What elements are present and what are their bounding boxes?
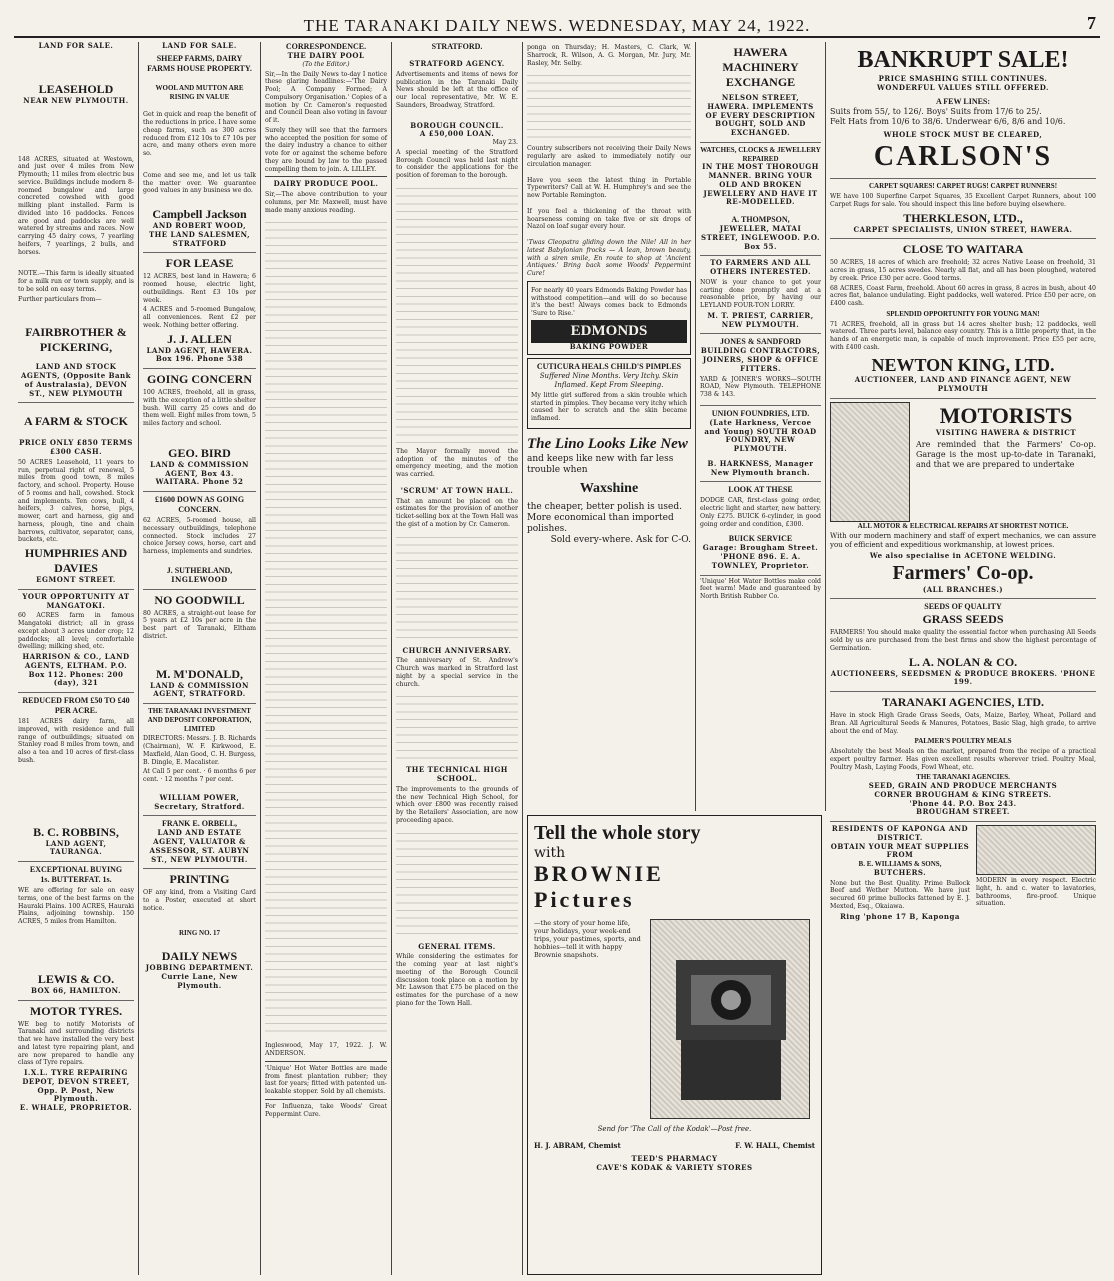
ad-heading: FOR LEASE xyxy=(165,256,234,271)
ad-text: 181 ACRES dairy farm, all improved, with residence and full range of outbuildings; situated on Stanley road 8 miles from town, and also a tea and 10 acres of first-class bush. xyxy=(18,718,134,764)
firm-address: LAND AGENT, HAWERA. Box 196. Phone 538 xyxy=(146,345,253,364)
investment-ad xyxy=(143,704,256,816)
firm-address: LAND & COMMISSION AGENT, Box 43. WAITARA. Phone 52 xyxy=(150,459,249,487)
reduced-ad xyxy=(18,693,134,862)
seeds-ad xyxy=(830,599,1096,692)
phone: Ring 'phone 17 B, Kaponga xyxy=(840,911,960,921)
brownie-ad xyxy=(527,815,822,1275)
ad-subheading: VISITING HAWERA & DISTRICT xyxy=(935,428,1077,437)
ad-text: WE have 100 Superfine Carpet Squares, 35 Excellent Carpet Runners, about 100 Carpet Rugs for sale. You should inspect this line before buying elsewhere. xyxy=(830,193,1096,208)
ad-text: the cheaper, better polish is used. More economical than imported polishes. xyxy=(527,501,682,534)
firm-address: CARPET SPECIALISTS, UNION STREET, HAWERA. xyxy=(853,224,1073,234)
poem: 'Twas Cleopatra gliding down the Nile! All in her latest Babylonian frocks — A lean, brown beauty, with a siren smile, En route to shop at 'Ancient Antiques.' Bring back some Woods' Peppermint Cure! xyxy=(527,239,691,277)
firm-name: M. M'DONALD, xyxy=(156,666,243,681)
exceptional-ad xyxy=(18,862,134,1001)
firm-address: JOBBING DEPARTMENT. Currie Lane, New Plymouth. xyxy=(145,963,254,990)
article-title: DAIRY PRODUCE POOL. xyxy=(273,179,379,189)
goodwill-ad xyxy=(143,590,256,705)
ad-text: DIRECTORS: Messrs. J. B. Richards (Chairman), W. F. Kirkwood, E. Maxfield, Alan Good, C. H. Burgess, B. Dingle, E. Macalister. xyxy=(143,735,256,766)
kaponga-ad xyxy=(830,822,1096,925)
firm-address: Garage: Brougham Street. 'PHONE 896. E. A. TOWNLEY, Proprietor. xyxy=(702,543,819,570)
firm-name: THERKLESON, LTD., xyxy=(903,210,1023,225)
ad-text: Have in stock High Grade Grass Seeds, Oats, Maize, Barley, Wheat, Pollard and Bran. All Agricultural Seeds & Manures, Potatoes, Basic Slag, high grade, to arrive about the end of May. xyxy=(830,712,1096,735)
ad-subheading: A FEW LINES: xyxy=(935,96,991,106)
firm-name: J. SUTHERLAND, xyxy=(166,565,233,575)
editor-note: (To the Editor.) xyxy=(302,60,350,68)
article-text: Sir,—In the Daily News to-day I notice these glaring headlines:—'The Dairy Pool; A Company Formed; A Compulsory Organisation.' Copies of a motion by Cr. Cameron's requested and Council Dean also voting in favour of it. xyxy=(265,70,387,124)
article-text: A special meeting of the Stratford Borough Council was held last night to consider the applications for the position of foreman to the borough. xyxy=(396,148,518,179)
firm-name: CARLSON'S xyxy=(873,141,1053,173)
ad-subheading: Suffered Nine Months. Very Itchy. Skin Inflamed. Kept From Sleeping. xyxy=(539,372,679,389)
ad-text: DODGE CAR, first-class going order, electric light and starter, new battery. Only £275. BUICK 6-cylinder, in good going order and condition, £300. xyxy=(700,497,821,528)
ad-text: Send for 'The Call of the Kodak'—Post free. xyxy=(597,1125,752,1133)
article-text: Have you seen the latest thing in Portable Typewriters? Call at W. H. Humphrey's and see the new Portable Remington. xyxy=(527,176,691,199)
mangatoki-ad xyxy=(18,590,134,693)
firm-address: HARRISON & CO., LAND AGENTS, ELTHAM. P.O. Box 112. Phones: 200 (day), 321 xyxy=(22,652,130,688)
ad-text: WE beg to notify Motorists of Taranaki and surrounding districts that we have installed the very best and latest tyre repairing plant, and are now prepared to handle any class of Tyre repairs. xyxy=(18,1020,134,1067)
article-title: CHURCH ANNIVERSARY. xyxy=(402,645,512,655)
agent-name: TEED'S PHARMACY xyxy=(631,1154,718,1163)
firm-name: J. J. ALLEN xyxy=(167,331,232,346)
ad-heading: TARANAKI AGENCIES, LTD. xyxy=(881,695,1045,709)
firm-address: AUCTIONEER, LAND AND FINANCE AGENT, NEW PLYMOUTH xyxy=(854,375,1072,393)
article-text: That an amount be placed on the estimates for the provision of another ticket-selling box at the Town Hall was the gist of a motion by Cr. Cameron. xyxy=(396,497,518,528)
article-signature: Ingleswood, May 17, 1922. J. W. ANDERSON. xyxy=(265,1042,387,1057)
firm-address: LAND AND STOCK AGENTS, (Opposite Bank of Australasia), DEVON ST., NEW PLYMOUTH xyxy=(20,362,131,398)
ad-heading: GRASS SEEDS xyxy=(922,612,1004,627)
article-body-filler xyxy=(396,184,518,444)
ad-subheading: and keeps like new with far less trouble when xyxy=(527,453,674,475)
ad-subheading: WHOLE STOCK MUST BE CLEARED, xyxy=(883,129,1043,139)
ad-heading: Tell the whole story xyxy=(534,822,701,844)
firm-address: (ALL BRANCHES.) xyxy=(922,584,1004,594)
article-text: Surely they will see that the farmers who accepted the position for some of the dairy industry a chance to either vote for or against the scheme before they are bound by law to the passed compelling them to join. A. LILLEY. xyxy=(265,126,387,173)
ad-subheading: BUTCHERS. xyxy=(873,867,927,877)
ad-price: PRICE ONLY £850 TERMS £300 CASH. xyxy=(19,438,133,456)
article-text: The improvements to the grounds of the new Technical High School, for which over £800 was recently raised by the Retailers' Association, are now proceeding apace. xyxy=(396,785,518,824)
taranaki-agencies-ad xyxy=(830,692,1096,822)
ad-heading: with xyxy=(534,845,566,861)
section-label: LAND FOR SALE. xyxy=(162,42,237,50)
article-title: GENERAL ITEMS. xyxy=(418,941,496,951)
article-text: ponga on Thursday; H. Masters, C. Clark, W. Sharrock, R. Wilson, A. G. Morgan, Mr. Jury, Mr. Rasley, Mr. Selby. xyxy=(527,44,691,67)
ad-heading: BROWNIE xyxy=(534,861,664,886)
printing-ad xyxy=(143,869,256,994)
article-body-filler xyxy=(396,692,518,762)
ad-text: 80 ACRES, a straight-out lease for 5 years at £2 10s per acre in the best part of Taranaki, Eltham district. xyxy=(143,609,256,640)
column-7 xyxy=(826,42,1100,1275)
ad-text: NOW is your chance to get your carting done promptly and at a reasonable price, by having our LEYLAND FOUR-TON LORRY. xyxy=(700,278,821,309)
watches-ad xyxy=(700,143,821,257)
masthead-title: THE TARANAKI DAILY NEWS. WEDNESDAY, MAY 24, 1922. xyxy=(303,16,811,35)
firm-address: BROUGHAM STREET. xyxy=(916,807,1010,817)
ad-subheading: SPLENDID OPPORTUNITY FOR YOUNG MAN! xyxy=(886,309,1040,318)
ad-subheading: 1s. BUTTERFAT. 1s. xyxy=(40,875,112,884)
ad-text: 71 ACRES, freehold, all in grass but 14 acres shelter bush; 12 paddocks, well watered. Three parts level, balance easy country. This is a little property that, in the hands of an energetic man, is capable of much improvement. Price £55 per acre, with £400 cash. xyxy=(830,320,1096,351)
ad-heading: WATCHES, CLOCKS & JEWELLERY REPAIRED xyxy=(700,145,821,163)
bankrupt-sale-ad xyxy=(830,42,1096,179)
ad-text: 68 ACRES, Coast Farm, freehold. About 60 acres in grass, 8 acres in bush, about 40 acres flat, balance undulating. Eight paddocks, well watered. Price £50 per acre, on £400 cash. xyxy=(830,284,1096,307)
section-subheading: STRATFORD AGENCY. xyxy=(409,59,505,68)
firm-name: B. E. WILLIAMS & SONS, xyxy=(858,860,942,868)
ad-text: NOTE.—This farm is ideally situated for a milk run or town supply, and is to be sold on easy terms. xyxy=(18,270,134,293)
ad-text: For nearly 40 years Edmonds Baking Powder has withstood competition—and will do so because it's the best! Always comes back to Edmonds 'Sure to Rise.' xyxy=(531,286,687,317)
promo-text: 'Unique' Hot Water Bottles are made from finest plantation rubber; they last for years; fitted with patented un-leakable stopper. Sold by all chemists. xyxy=(265,1064,387,1095)
ad-subheading: WOOL AND MUTTON ARE RISING IN VALUE xyxy=(155,83,244,101)
lease-ad xyxy=(143,253,256,369)
secretary: WILLIAM POWER, Secretary, Stratford. xyxy=(154,792,245,811)
firm-address: I.X.L. TYRE REPAIRING DEPOT, DEVON STREET, Opp. P. Post, New Plymouth. xyxy=(22,1068,130,1104)
article-text: If you feel a thickening of the throat with hoarseness coming on take five or six drops of Nazol on loaf sugar every hour. xyxy=(527,207,691,231)
ad-heading: CARPET SQUARES! CARPET RUGS! CARPET RUNNERS! xyxy=(868,182,1058,191)
firm-name: BUICK SERVICE xyxy=(728,534,793,544)
ad-text: 50 ACRES, 18 acres of which are freehold; 32 acres Native Lease on freehold, 31 acres in grass, 15 acres swedes. Nearly all flat, and all has been ploughed, watered by creek. Price £30 per acre. Good terms. xyxy=(830,259,1096,282)
ad-text: —the story of your home life, your holidays, your week-end trips, your pastimes, sports, and hobbies—tell it with happy Brownie snapshots. xyxy=(534,919,641,959)
ad-text: 60 ACRES farm in famous Mangatoki district; all in grass except about 3 acres under crop; 12 paddocks; all level; comfortable dwelling; milking shed, etc. xyxy=(18,612,134,651)
farm-stock-ad xyxy=(18,403,134,590)
article-date: May 23. xyxy=(492,139,518,146)
waitara-ad xyxy=(830,239,1096,398)
column-1 xyxy=(14,42,139,1275)
ad-text: 100 ACRES, freehold, all in grass, with the exception of a little shelter bush. Will carry 25 cows and do them well. Eight miles from town, 5 miles factory and school. xyxy=(143,389,256,427)
proprietor: E. WHALE, PROPRIETOR. xyxy=(19,1103,133,1112)
column-2 xyxy=(139,42,261,1275)
ad-subheading: ALL MOTOR & ELECTRICAL REPAIRS AT SHORTEST NOTICE. xyxy=(857,521,1069,530)
firm-name: FAIRBROTHER & PICKERING, xyxy=(25,325,127,355)
promo-text: For Influenza, take Woods' Great Peppermint Cure. xyxy=(265,1102,387,1118)
firm-address: JEWELLER, MATAI STREET, INGLEWOOD. P.O. Box 55. xyxy=(701,224,820,251)
firm-name: Farmers' Co-op. xyxy=(892,561,1034,584)
article-text: While considering the estimates for the coming year at last night's meeting of the Borough Council discussion took place on a motion by Mr. Lawson that £75 be placed on the estimates for the purchase of a new piano for the Town Hall. xyxy=(396,953,518,1007)
firm-address: EGMONT STREET. xyxy=(36,575,116,584)
ad-subheading: BUILDING CONTRACTORS, JOINERS, SHOP & OFFICE FITTERS. xyxy=(700,346,821,373)
edmonds-sub: BAKING POWDER xyxy=(569,341,649,351)
ad-text: Come and see me, and let us talk the matter over. We guarantee good values in any business we do. xyxy=(143,171,256,195)
firm-name: THE TARANAKI AGENCIES. xyxy=(916,773,1010,782)
ad-heading: GOING CONCERN xyxy=(146,372,252,386)
agent-name: CAVE'S KODAK & VARIETY STORES xyxy=(596,1163,753,1172)
ad-subheading: IN THE MOST THOROUGH MANNER. BRING YOUR OLD AND BROKEN JEWELLERY AND HAVE IT RE-MODELLED. xyxy=(702,162,819,207)
ring-number: RING NO. 17 xyxy=(178,928,221,937)
agent-name: F. W. HALL, Chemist xyxy=(735,1141,815,1150)
firm-address: CORNER BROUGHAM & KING STREETS. xyxy=(874,789,1052,799)
ad-text: My little girl suffered from a skin trouble which started in pimples. They became very itchy which caused her to scratch and the skin became inflamed. xyxy=(531,391,688,422)
ad-text: 12 ACRES, best land in Hawera; 6 roomed house, electric light, outbuildings. Rent £3 10s per week. xyxy=(143,273,256,304)
look-at-these-ad xyxy=(700,482,821,575)
article-title: 'SCRUM' AT TOWN HALL. xyxy=(400,485,514,495)
orbell-ad xyxy=(143,816,256,869)
firm-name: Campbell Jackson xyxy=(152,207,247,221)
leasehold-ad xyxy=(18,51,134,404)
motorist-illustration xyxy=(830,402,910,522)
column-4 xyxy=(392,42,523,1275)
ad-subheading: WONDERFUL VALUES STILL OFFERED. xyxy=(877,82,1049,92)
firm-address: M. T. PRIEST, CARRIER, NEW PLYMOUTH. xyxy=(707,310,814,329)
cuticura-ad xyxy=(527,358,691,429)
ad-heading: Pictures xyxy=(534,887,635,912)
article-body-filler xyxy=(265,218,387,1038)
ad-heading: YOUR OPPORTUNITY AT MANGATOKI. xyxy=(22,591,130,610)
section-label: LAND FOR SALE. xyxy=(38,42,114,50)
ad-text: OF any kind, from a Visiting Card to a Poster, executed at short notice. xyxy=(143,889,256,912)
ad-text: YARD & JOINER'S WORKS—SOUTH ROAD, New Plymouth. TELEPHONE 738 & 143. xyxy=(700,375,821,398)
firm-address: INGLEWOOD xyxy=(171,574,228,584)
ad-text: 4 ACRES and 5-roomed Bungalow, all conveniences. Rent £2 per week. Nothing better offering. xyxy=(143,306,256,329)
ad-subheading: OBTAIN YOUR MEAT SUPPLIES FROM xyxy=(830,841,970,860)
section-heading: CORRESPONDENCE. xyxy=(285,42,367,51)
ad-text: FARMERS! You should make quality the essential factor when purchasing All Seeds sold by us are purchased from the best firms and show the highest percentage of Germination. xyxy=(830,629,1096,652)
agent-name: H. J. ABRAM, Chemist xyxy=(534,1141,621,1150)
daily-news-name: DAILY NEWS xyxy=(161,949,238,964)
firm-address: 'Phone 44. P.O. Box 243. xyxy=(909,798,1017,808)
price-line: Suits from 55/, to 126/. Boys' Suits from 17/6 to 25/. xyxy=(830,106,1042,116)
ad-heading: THE TARANAKI INVESTMENT AND DEPOSIT CORPORATION, LIMITED xyxy=(147,707,252,733)
divider xyxy=(265,1099,387,1100)
firm-address: LAND AGENT, TAURANGA. xyxy=(45,838,107,857)
firm-name: FRANK E. ORBELL, xyxy=(161,819,238,829)
masthead xyxy=(14,12,1100,38)
edmonds-logo: EDMONDS xyxy=(531,320,687,343)
firm-address: AND ROBERT WOOD, THE LAND SALESMEN, STRATFORD xyxy=(148,221,251,248)
going-concern-ad xyxy=(143,369,256,492)
waxshine-logo: Waxshine xyxy=(579,481,639,496)
ad-subheading: PRICE SMASHING STILL CONTINUES. xyxy=(878,74,1048,83)
firm-address: LAND AND ESTATE AGENT, VALUATOR & ASSESSOR, ST. AUBYN ST., NEW PLYMOUTH. xyxy=(149,828,250,864)
article-title: BOROUGH COUNCIL. xyxy=(410,120,504,130)
ad-subheading: PALMER'S POULTRY MEALS xyxy=(914,737,1012,746)
ad-heading: £1600 DOWN AS GOING CONCERN. xyxy=(154,495,245,514)
ad-subheading: SEED, GRAIN AND PRODUCE MERCHANTS xyxy=(868,781,1058,790)
ad-heading: HAWERA MACHINERY EXCHANGE xyxy=(722,45,799,89)
column-6 xyxy=(696,42,826,811)
ad-text: WE are offering for sale on easy terms, one of the best farms on the Hauraki Plains. 100 ACRES, Hauraki Plains, adjoining township. 150 ACRES, 5 miles from Hamilton. xyxy=(18,887,134,925)
jones-sandford-ad xyxy=(700,334,821,406)
firm-name: LEWIS & CO. xyxy=(37,971,115,986)
ad-text: With our modern machinery and staff of expert mechanics, we can assure you of efficient and expeditious workmanship, at lowest prices. xyxy=(830,532,1096,549)
firm-name: GEO. BIRD xyxy=(168,445,231,460)
ad-text: 148 ACRES, situated at Westown, and just over 4 miles from New Plymouth; 11 miles from electric bus service. Buildings include modern 8-roomed bungalow and large concreted cowshed with good milking plant installed. Farm is divided into 16 paddocks. Fences are good and paddocks are well watered by streams and races. Now carrying 45 dairy cows, 7 yearling heifers, 7 yearlings, 2 bulls, and horses. xyxy=(18,155,134,256)
article-text: The Mayor formally moved the adoption of the minutes of the emergency meeting, and the motion was carried. xyxy=(396,447,518,478)
waxshine-ad xyxy=(527,432,691,551)
ad-text: Further particulars from— xyxy=(18,295,102,303)
manager: B. HARKNESS, Manager New Plymouth branch. xyxy=(707,458,814,477)
article-text: The anniversary of St. Andrew's Church was marked in Stratford last night by a special service in the church. xyxy=(396,657,518,688)
firm-name: B. C. ROBBINS, xyxy=(33,824,119,839)
ad-text: Are reminded that the Farmers' Co-op. Garage is the most up-to-date in Taranaki, and that we are prepared to undertake xyxy=(916,439,1096,469)
rates-table: At Call 5 per cent. · 6 months 6 per cent. · 12 months 7 per cent. xyxy=(143,768,256,783)
ad-subheading: NELSON STREET, HAWERA. IMPLEMENTS OF EVERY DESCRIPTION BOUGHT, SOLD AND EXCHANGED. xyxy=(705,93,816,137)
article-title: THE DAIRY POOL xyxy=(287,51,365,60)
ad-text: 50 ACRES Leasehold, 11 years to run, perpetual right of renewal, 5 miles from good town, 8 miles factory, and school. Property. House of 5 rooms and hall, cowshed. Stock and implements. Ten cows, bull, 4 heifers, 3 calves, horse, pigs, mower, cart and harness, gig and harness, plough, tine and chain harrows, cultivator, separator, cans, buckets, etc. xyxy=(18,458,134,544)
ad-subheading: (Late Harkness, Vercoe and Young) SOUTH ROAD FOUNDRY, NEW PLYMOUTH. xyxy=(704,417,817,453)
ad-heading: SEEDS OF QUALITY xyxy=(924,602,1002,612)
sheep-farms-ad xyxy=(143,51,256,254)
page-number: 7 xyxy=(1087,13,1096,33)
ad-heading: LOOK AT THESE xyxy=(728,485,793,495)
firm-name: UNION FOUNDRIES, LTD. xyxy=(711,408,810,418)
ad-text: None but the Best Quality. Prime Bullock Beef and Wether Mutton. We have just secured 60 prime bullocks fattened by E. J. Mexted, Esq., Okaiawa. xyxy=(830,879,970,910)
down-ad xyxy=(143,492,256,590)
firm-name: JONES & SANDFORD xyxy=(720,337,801,347)
ad-text: Sold every-where. Ask for C-O. xyxy=(550,535,691,546)
firm-name: HUMPHRIES AND DAVIES xyxy=(24,546,128,575)
ad-heading: NO GOODWILL xyxy=(154,592,245,607)
column-3 xyxy=(261,42,392,1275)
edmonds-ad xyxy=(527,281,691,356)
article-text: Country subscribers not receiving their Daily News regularly are asked to immediately notify our circulation manager. xyxy=(527,145,691,168)
ad-text: Get in quick and reap the benefit of the reductions in price. I have some cheap farms, such as 300 acres reduced from £12 10s to £7 10s per acre, and many others even more so. xyxy=(143,111,256,157)
column-5 xyxy=(523,42,696,811)
article-subtitle: A £50,000 LOAN. xyxy=(419,129,495,139)
article-text: Advertisements and items of news for publication in the Taranaki Daily News should be left at the office of our local representative, Mr. W. E. Saunders, Broadway, Stratford. xyxy=(396,70,518,109)
ad-heading: MOTORISTS xyxy=(939,402,1073,428)
divider xyxy=(265,1061,387,1062)
ad-heading: A FARM & STOCK xyxy=(24,414,128,429)
article-body-filler xyxy=(527,71,691,141)
hotel-illustration xyxy=(976,825,1096,875)
carrier-ad xyxy=(700,256,821,334)
divider xyxy=(265,176,387,177)
ad-heading: RESIDENTS OF KAPONGA AND DISTRICT. xyxy=(831,824,969,842)
ad-heading: REDUCED FROM £50 TO £40 PER ACRE. xyxy=(22,696,130,715)
hawera-machinery-ad xyxy=(700,42,821,143)
ad-heading: TO FARMERS AND ALL OTHERS INTERESTED. xyxy=(710,258,811,276)
ad-heading: SHEEP FARMS, DAIRY FARMS HOUSE PROPERTY. xyxy=(147,53,252,73)
ad-heading: CLOSE TO WAITARA xyxy=(902,242,1024,257)
promo-text: 'Unique' Hot Water Bottles make cold feet warm! Made and guaranteed by North British Rubber Co. xyxy=(700,577,821,600)
ad-text: MODERN in every respect. Electric light, h. and c. water to lavatories, bathrooms, fire-proof. Unique situation. xyxy=(976,877,1096,908)
ad-text: Absolutely the best Meals on the market, prepared from the recipe of a practical expert poultry farmer. Has given excellent results wherever tried. Poultry Meal, Poultry Mash, Laying Foods, Fowl Wheat, etc. xyxy=(830,748,1096,771)
motorists-ad xyxy=(830,399,1096,600)
article-text: Sir,—The above contribution to your columns, per Mr. Maxwell, must have made many anxious reading. xyxy=(265,191,387,214)
ad-subheading: We also specialise in ACETONE WELDING. xyxy=(869,550,1057,560)
firm-address: LAND & COMMISSION AGENT, STRATFORD. xyxy=(150,680,249,699)
article-body-filler xyxy=(396,533,518,643)
article-title: THE TECHNICAL HIGH SCHOOL. xyxy=(406,765,508,783)
union-foundries-ad xyxy=(700,406,821,483)
ad-subheading: NEAR NEW PLYMOUTH. xyxy=(23,95,129,105)
firm-address: BOX 66, HAMILTON. xyxy=(30,985,122,995)
section-heading: STRATFORD. xyxy=(431,42,483,51)
firm-name: NEWTON KING, LTD. xyxy=(871,354,1055,375)
ad-heading: The Lino Looks Like New xyxy=(527,435,688,452)
camera-illustration xyxy=(650,919,810,1119)
ad-heading: EXCEPTIONAL BUYING xyxy=(29,865,123,874)
ad-heading: PRINTING xyxy=(169,872,230,887)
camera-icon xyxy=(651,920,811,1120)
article-body-filler xyxy=(396,829,518,939)
carpet-ad xyxy=(830,179,1096,239)
firm-name: L. A. NOLAN & CO. xyxy=(908,654,1018,669)
firm-address: AUCTIONEERS, SEEDSMEN & PRODUCE BROKERS. 'PHONE 199. xyxy=(830,668,1096,687)
ad-heading: CUTICURA HEALS CHILD'S PIMPLES xyxy=(536,362,682,372)
ad-text: 62 ACRES, 5-roomed house, all necessary outbuildings, telephone connected. Stock includes 27 choice Jersey cows, horse, cart and harness, implements and sundries. xyxy=(143,517,256,555)
tyres-ad xyxy=(18,1001,134,1117)
ad-heading: MOTOR TYRES. xyxy=(29,1003,123,1018)
price-line: Felt Hats from 10/6 to 38/6. Underwear 6/6, 8/6 and 10/6. xyxy=(830,116,1066,126)
ad-heading: BANKRUPT SALE! xyxy=(857,47,1069,73)
firm-name: A. THOMPSON, xyxy=(731,215,790,224)
ad-heading: LEASEHOLD xyxy=(38,81,114,96)
